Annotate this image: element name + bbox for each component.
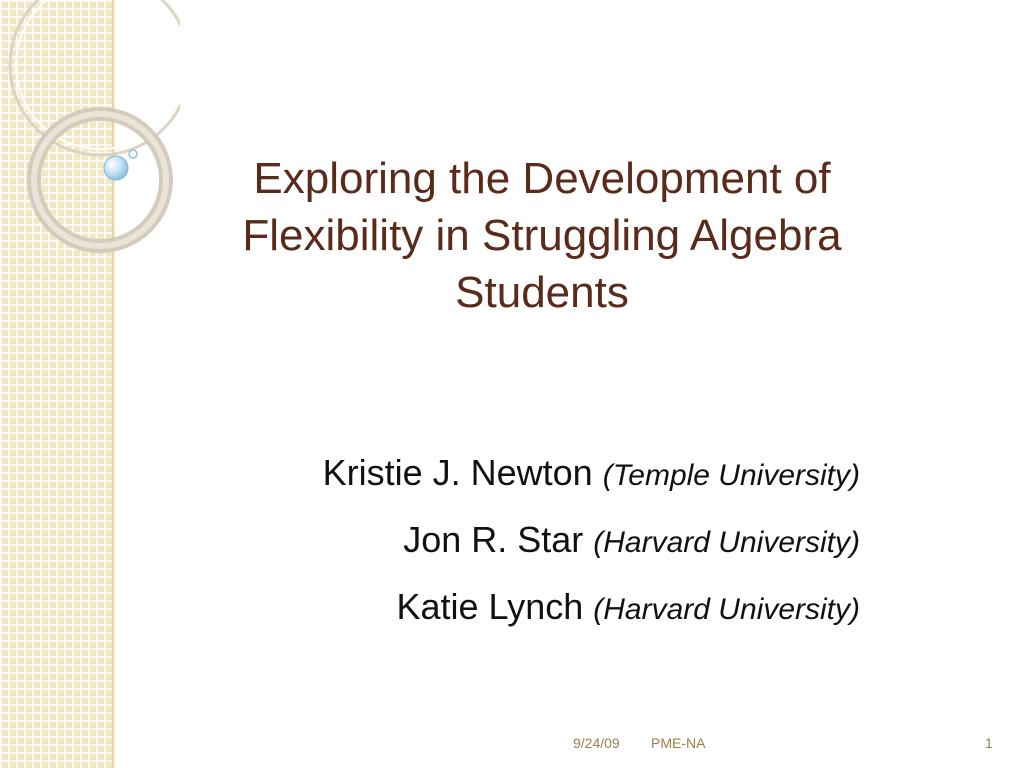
slide-title: [150, 150, 934, 321]
author-affiliation: (Harvard University): [593, 593, 860, 626]
author-list: [120, 441, 860, 642]
footer-date: 9/24/09: [573, 735, 620, 751]
author-line-newton: [120, 441, 860, 508]
author-line-star: [120, 508, 860, 575]
title-line-2: Flexibility in Struggling Algebra: [242, 211, 842, 260]
title-line-1: Exploring the Development of: [253, 154, 831, 203]
author-line-lynch: [120, 575, 860, 642]
author-name: Jon R. Star: [403, 519, 584, 560]
decor-ring-large-inner: [16, 0, 180, 149]
title-line-3: Students: [455, 268, 629, 317]
slide-number: 1: [985, 735, 993, 751]
author-affiliation: (Harvard University): [593, 526, 860, 559]
decor-bubble: [104, 156, 128, 180]
author-name: Kristie J. Newton: [322, 452, 593, 493]
author-name: Katie Lynch: [396, 586, 584, 627]
author-affiliation: (Temple University): [602, 459, 860, 492]
decor-small-ring: [129, 150, 137, 158]
footer-conference: PME-NA: [651, 735, 706, 751]
decor-ring-thick-highlight: [34, 114, 166, 246]
